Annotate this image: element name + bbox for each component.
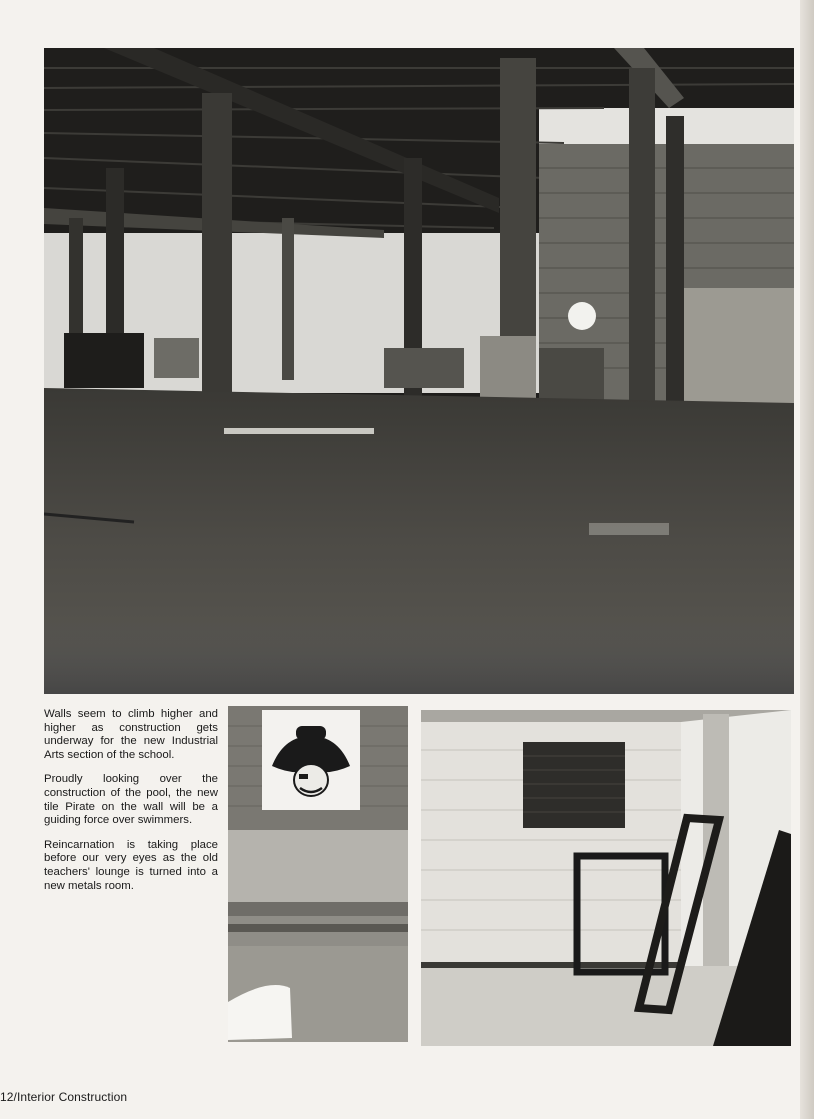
caption-pool: Proudly looking over the construction of the pool, the new tile Pirate on the wall will be a guiding force over swimmers. (44, 773, 218, 827)
construction-site-photo (44, 48, 794, 694)
captions (44, 708, 218, 904)
page-folio: 12/Interior Construction (0, 1090, 128, 1104)
caption-metals-room: Reincarnation is taking place before our very eyes as the old teachers' lounge is turned into a new metals room. (44, 838, 218, 892)
page-edge (800, 0, 814, 1119)
pool-pirate-photo (228, 706, 408, 1042)
metals-room-photo (421, 710, 791, 1046)
caption-construction: Walls seem to climb higher and higher as construction gets underway for the new Industrial Arts section of the school. (44, 708, 218, 761)
